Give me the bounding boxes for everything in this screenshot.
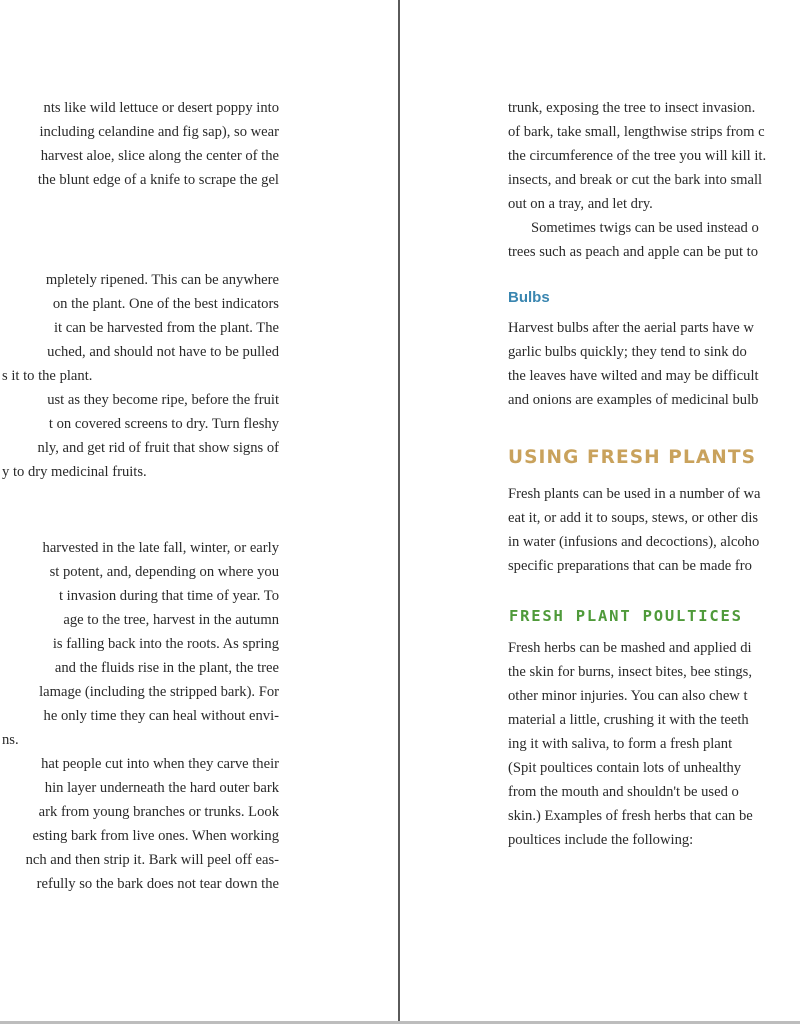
body-text-line: mpletely ripened. This can be anywhere [45,272,279,288]
body-text-line: y to dry medicinal fruits. [2,464,147,480]
body-text-line: Harvest bulbs after the aerial parts have w [508,320,754,336]
body-text-line: out on a tray, and let dry. [508,196,653,212]
body-text-line: Fresh herbs can be mashed and applied di [508,640,752,656]
body-text-line: esting bark from live ones. When working [32,828,279,844]
body-text-line: harvested in the late fall, winter, or early [42,540,279,556]
body-text-line: other minor injuries. You can also chew t [508,688,748,704]
body-text-line: including celandine and fig sap), so wear [39,124,279,140]
body-text-line: ark from young branches or trunks. Look [38,804,279,820]
body-text-line: ns. [2,732,19,748]
body-text-line: the skin for burns, insect bites, bee stings, [508,664,753,680]
body-text-line: t on covered screens to dry. Turn fleshy [48,416,279,432]
body-text-line: insects, and break or cut the bark into small [508,172,763,188]
body-text-line: from the mouth and shouldn't be used o [508,784,739,800]
body-text-line: he only time they can heal without envi- [43,708,279,724]
section-heading-fresh-plant-poultices: FRESH PLANT POULTICES [509,607,743,625]
body-text-line: is falling back into the roots. As spring [52,636,279,652]
body-text-line: harvest aloe, slice along the center of the [40,148,279,164]
body-text-line: st potent, and, depending on where you [49,564,279,580]
body-text-line: the circumference of the tree you will kill it. [508,148,767,164]
body-text-line: Sometimes twigs can be used instead o [531,220,759,236]
body-text-line: and onions are examples of medicinal bulb [508,392,759,408]
body-text-line: Fresh plants can be used in a number of wa [508,486,761,502]
body-text-line: and the fluids rise in the plant, the tree [54,660,279,676]
body-text-line: uched, and should not have to be pulled [47,344,279,360]
body-text-line: ing it with saliva, to form a fresh plant [508,736,733,752]
body-text-line: s it to the plant. [2,368,93,384]
book-spine [398,0,400,1024]
body-text-line: age to the tree, harvest in the autumn [63,612,279,628]
right-page [401,0,800,1024]
body-text-line: trees such as peach and apple can be put to [508,244,759,260]
section-heading-bulbs: Bulbs [508,289,550,306]
body-text-line: hat people cut into when they carve their [41,756,279,772]
body-text-line: it can be harvested from the plant. The [53,320,279,336]
body-text-line: specific preparations that can be made fro [508,558,752,574]
body-text-line: material a little, crushing it with the teeth [508,712,749,728]
body-text-line: garlic bulbs quickly; they tend to sink do [508,344,747,360]
body-text-line: nly, and get rid of fruit that show signs of [37,440,279,456]
body-text-line: in water (infusions and decoctions), alcoho [508,534,760,550]
body-text-line: on the plant. One of the best indicators [52,296,279,312]
body-text-line: ust as they become ripe, before the fruit [47,392,279,408]
body-text-line: trunk, exposing the tree to insect invasion. [508,100,756,116]
body-text-line: skin.) Examples of fresh herbs that can be [508,808,753,824]
body-text-line: poultices include the following: [508,832,694,848]
body-text-line: eat it, or add it to soups, stews, or other dis [508,510,759,526]
body-text-line: lamage (including the stripped bark). For [39,684,279,700]
body-text-line: t invasion during that time of year. To [58,588,279,604]
body-text-line: nch and then strip it. Bark will peel off eas- [25,852,279,868]
body-text-line: of bark, take small, lengthwise strips from c [508,124,765,140]
body-text-line: the leaves have wilted and may be difficult [508,368,759,384]
body-text-line: (Spit poultices contain lots of unhealthy [508,760,742,776]
body-text-line: refully so the bark does not tear down the [36,876,279,892]
left-page [0,0,398,1024]
body-text-line: the blunt edge of a knife to scrape the gel [37,172,279,188]
section-heading-using-fresh-plants: USING FRESH PLANTS [508,447,756,468]
body-text-line: nts like wild lettuce or desert poppy into [43,100,279,116]
body-text-line: hin layer underneath the hard outer bark [44,780,279,796]
